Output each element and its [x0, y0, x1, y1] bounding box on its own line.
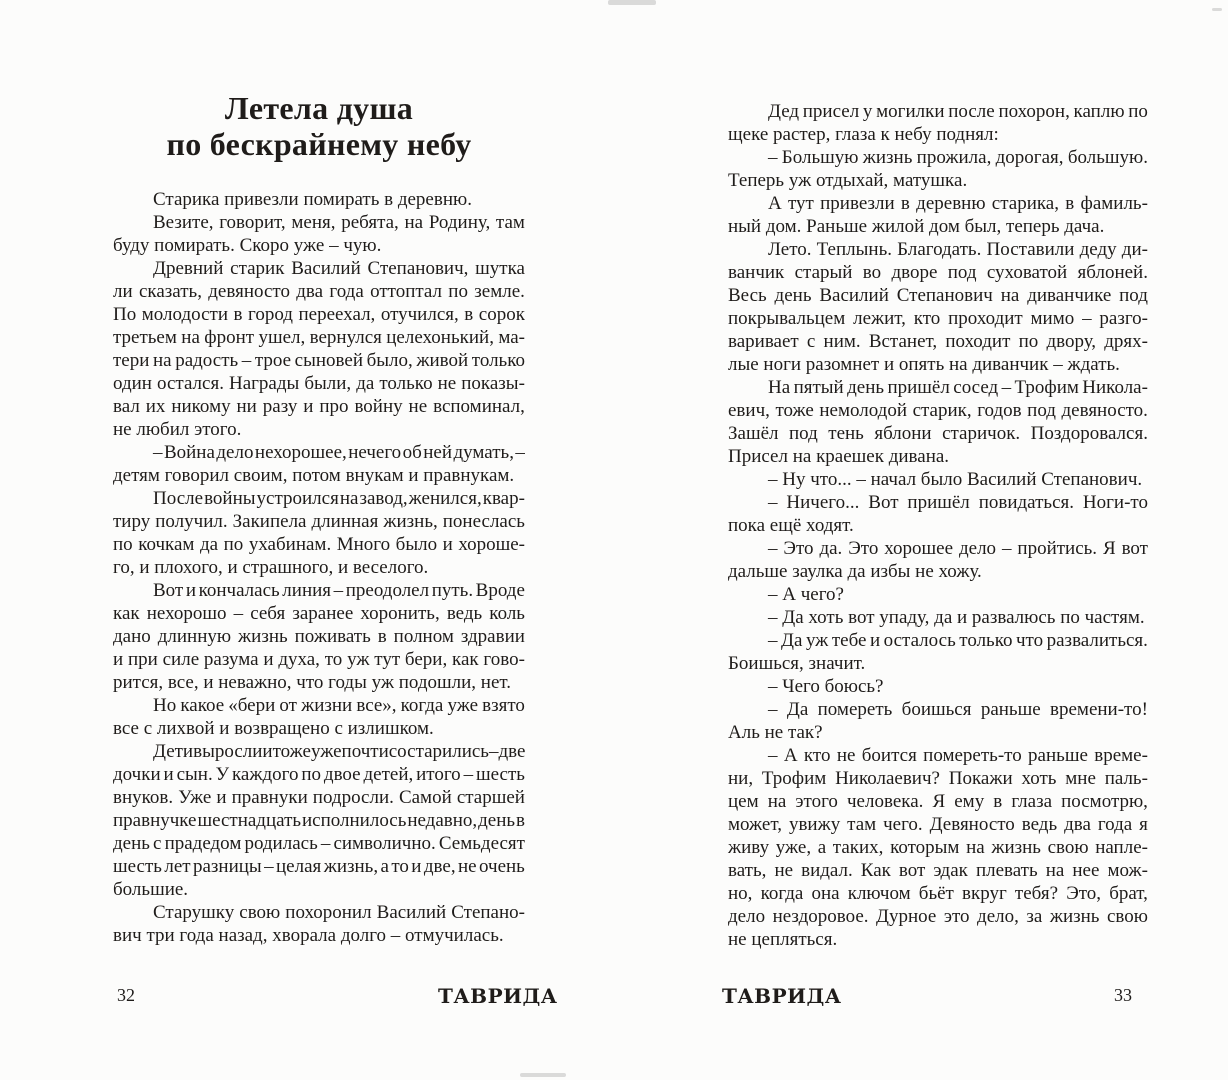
text-line: и при силе разума и духа, то уж тут бери, как гово- [113, 649, 525, 670]
paragraph [113, 211, 525, 257]
paragraph [728, 238, 1148, 376]
page-number-left: 32 [117, 985, 135, 1005]
story-title-line: Летела душа [224, 90, 414, 126]
text-line: – А кто не боится помереть-то раньше време- [768, 745, 1148, 766]
text-line: пока ещё ходят. [728, 515, 854, 536]
text-line: – Да хоть вот упаду, да и развалюсь по частям. [768, 607, 1145, 628]
text-line: дочки и сын. У каждого по двое детей, итого – шесть [113, 764, 525, 785]
right-page [614, 0, 1228, 1080]
text-line: ный дом. Раньше жилой дом был, теперь дача. [728, 216, 1105, 237]
publisher-brand-left: ТАВРИДА [438, 984, 558, 1008]
text-line: Лето. Теплынь. Благодать. Поставили деду ди- [768, 239, 1148, 260]
text-line: третьем на фронт ушел, вернулся целехонький, ма- [113, 327, 525, 348]
paragraph [728, 100, 1148, 146]
text-line: покрывальцем лежит, кто проходит мимо – разго- [728, 308, 1148, 329]
text-line: – Чего боюсь? [768, 676, 884, 697]
text-line: – Большую жизнь прожила, дорогая, большую. [768, 147, 1148, 168]
text-line: лые ноги разомнет и опять на диванчик – ждать. [728, 354, 1120, 375]
paragraph [728, 675, 1148, 698]
text-line: го, и плохого, и страшного, и веселого. [113, 557, 429, 578]
publisher-brand-right: ТАВРИДА [722, 984, 842, 1008]
text-line: щеке растер, глаза к небу поднял: [728, 124, 999, 145]
text-line: – Да уж тебе и осталось только что развалиться. [768, 630, 1148, 651]
text-line: дело нездоровое. Дурное это дело, за жизнь свою [728, 906, 1148, 927]
paragraph [113, 441, 525, 487]
text-line: варивает с ним. Встанет, походит по двору, дрях- [728, 331, 1148, 352]
text-line: Старика привезли помирать в деревню. [153, 189, 472, 210]
text-line: может, увижу там чего. Девяносто ведь два года я [728, 814, 1148, 835]
text-line: буду помирать. Скоро уже – чую. [113, 235, 382, 256]
text-line: На пятый день пришёл сосед – Трофим Никола- [768, 377, 1148, 398]
text-line: Вот и кончалась линия – преодолел путь. Вроде [153, 580, 525, 601]
text-line: не цепляться. [728, 929, 838, 950]
text-line: Дети выросли и тоже уже почти состарились – две [153, 741, 526, 762]
text-line: Зашёл под тень яблони старичок. Поздоровался. [728, 423, 1148, 444]
paragraph [728, 192, 1148, 238]
page-number-right: 33 [1114, 985, 1132, 1005]
paragraph [728, 146, 1148, 192]
text-line: ванчик старый во дворе под суховатой яблоней. [728, 262, 1148, 283]
paragraph [113, 487, 525, 579]
text-line: Дед присел у могилки после похорон, каплю по [768, 101, 1148, 122]
text-line: по кочкам да по ухабинам. Много было и хороше- [113, 534, 525, 555]
text-line: – Ничего... Вот пришёл повидаться. Ноги-то [768, 492, 1148, 513]
text-line: большие. [113, 879, 189, 900]
paragraph [728, 376, 1148, 468]
text-line: цем на этого человека. Я ему в глаза посмотрю, [728, 791, 1148, 812]
paragraph [728, 698, 1148, 744]
paragraph [728, 629, 1148, 675]
text-line: Присел на краешек дивана. [728, 446, 950, 467]
text-line: Но какое «бери от жизни все», когда уже взято [153, 695, 525, 716]
text-line: – Ну что... – начал было Василий Степанович. [768, 469, 1143, 490]
text-line: По молодости в город переехал, отучился, в сорок [113, 304, 525, 325]
text-line: А тут привезли в деревню старика, в фамиль- [768, 193, 1148, 214]
text-line: Старушку свою похоронил Василий Степано- [153, 902, 525, 923]
text-line: день с прадедом родилась – символично. Семьдесят [113, 833, 525, 854]
left-page-body [113, 188, 525, 947]
text-line: вич три года назад, хворала долго – отмучилась. [113, 925, 504, 946]
text-line: – А чего? [768, 584, 844, 605]
text-line: Древний старик Василий Степанович, шутка [153, 258, 525, 279]
text-line: шесть лет разницы – целая жизнь, а то и две, не очень [113, 856, 525, 877]
text-line: вать, не видал. Как вот эдак плевать на нее мож- [728, 860, 1148, 881]
text-line: – Это да. Это хорошее дело – пройтись. Я вот [768, 538, 1148, 559]
text-line: дано длинную жизнь поживать в полном здравии [113, 626, 525, 647]
paragraph [113, 188, 525, 211]
text-line: тери на радость – трое сыновей было, живой только [113, 350, 525, 371]
text-line: ли сказать, девяносто два года оттоптал по земле. [113, 281, 525, 302]
text-line: дальше заулка да избы не хожу. [728, 561, 982, 582]
text-line: не любил этого. [113, 419, 242, 440]
paragraph [113, 901, 525, 947]
text-line: – Да помереть боишься раньше времени-то! [768, 699, 1148, 720]
text-line: один остался. Награды были, да только не показы- [113, 373, 525, 394]
text-line: Весь день Василий Степанович на диванчике под [728, 285, 1148, 306]
text-line: детям говорил своим, потом внукам и правнукам. [113, 465, 515, 486]
text-line: После войны устроился на завод, женился, квар- [153, 488, 525, 509]
paragraph [113, 694, 525, 740]
text-line: как нехорошо – себя заранее хоронить, ведь коль [113, 603, 525, 624]
text-line: ни, Трофим Николаевич? Покажи хоть мне паль- [728, 768, 1148, 789]
text-line: вал их никому ни разу и про войну не вспоминал, [113, 396, 525, 417]
text-line: рится, все, и неважно, что годы уж подошли, нет. [113, 672, 512, 693]
text-line: Везите, говорит, меня, ребята, на Родину, там [153, 212, 525, 233]
text-line: – Война дело нехорошее, нечего об ней думать, – [153, 442, 525, 463]
paragraph [113, 579, 525, 694]
paragraph [113, 740, 525, 901]
scan-artifact [520, 1073, 566, 1077]
story-title [113, 90, 525, 162]
text-line: все с лихвой и возвращено с излишком. [113, 718, 434, 739]
paragraph [728, 491, 1148, 537]
paragraph [728, 537, 1148, 583]
right-page-body [728, 100, 1148, 951]
story-title-line: по бескрайнему небу [166, 126, 472, 162]
scan-artifact [608, 0, 656, 5]
text-line: Аль не так? [728, 722, 823, 743]
scan-artifact [1212, 8, 1222, 11]
text-line: внуков. Уже и правнуки подросли. Самой старшей [113, 787, 525, 808]
text-line: но, когда она ключом бьёт вкруг тебя? Это, брат, [728, 883, 1148, 904]
paragraph [113, 257, 525, 441]
text-line: Теперь уж отдыхай, матушка. [728, 170, 968, 191]
text-line: правнучке шестнадцать исполнилось недавно, день в [113, 810, 525, 831]
text-line: тиру получил. Закипела длинная жизнь, понеслась [113, 511, 525, 532]
paragraph [728, 606, 1148, 629]
text-line: евич, тоже немолодой старик, годов под девяносто. [728, 400, 1148, 421]
text-line: живу уже, а таких, которым на жизнь свою напле- [728, 837, 1148, 858]
paragraph [728, 468, 1148, 491]
paragraph [728, 583, 1148, 606]
text-line: Боишься, значит. [728, 653, 866, 674]
paragraph [728, 744, 1148, 951]
